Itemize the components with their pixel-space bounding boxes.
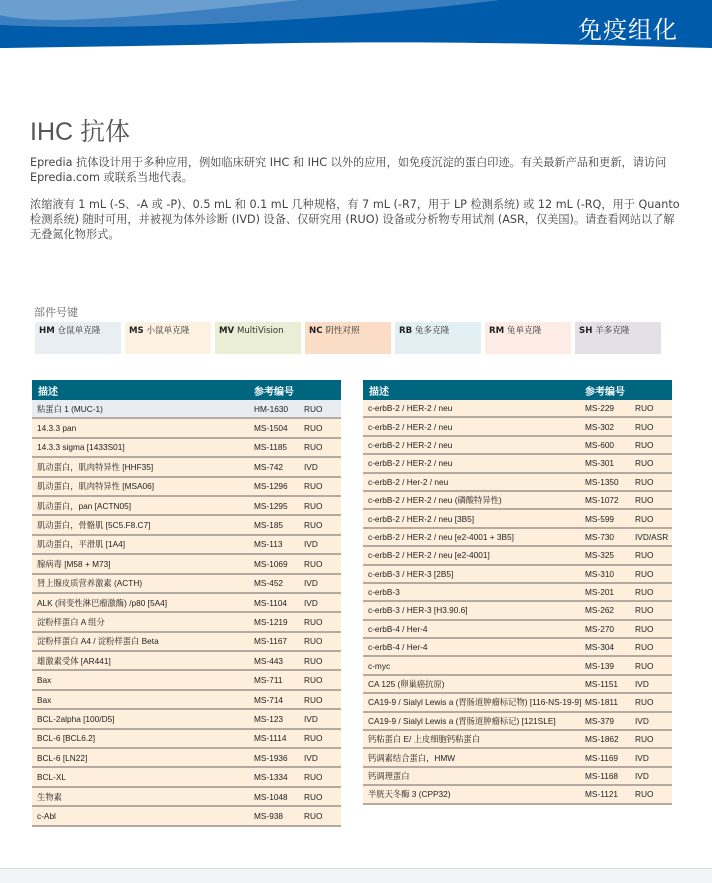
key-text: 小鼠单克隆 [146,326,190,336]
key-code: NC [309,326,323,336]
table-row [32,419,341,438]
key-text: 兔单克隆 [506,326,542,336]
table-row [363,749,672,767]
table-row [363,602,672,620]
description-cell: CA19-9 / Sialyl Lewis a (胃肠道肿瘤标记物) [116-NS-19-9] [368,697,582,708]
reference-cell: MS-1936 [254,752,288,763]
type-cell: RUO [304,733,323,744]
type-cell: RUO [635,458,654,469]
type-cell: RUO [635,660,654,671]
type-cell: RUO [304,558,323,569]
table-row [32,730,341,749]
description-cell: CA19-9 / Sialyl Lewis a (胃肠道肿瘤标记) [121SLE] [368,715,556,726]
key-text: MultiVision [236,326,284,336]
reference-cell: MS-1168 [585,771,619,781]
table-row [32,749,341,768]
page-title: IHC 抗体 [30,118,131,146]
reference-cell: MS-304 [585,642,615,653]
reference-cell: MS-1296 [254,481,288,492]
format-paragraph: 浓缩液有 1 mL (-S、-A 或 -P)、0.5 mL 和 0.1 mL 几种规格，有 7 mL (-R7，用于 LP 检测系统) 或 12 mL (-RQ，用于 Quanto 检测系统) 随时可用，并被视为体外诊断 (IVD) 设备、仅研究用 (RUO) 设备或分析物专用试剂 (ASR，仅美国)。请查看网站以了解无叠氮化物形式。 [30,198,680,241]
table-row [363,676,672,694]
table-row [363,418,672,436]
key-code: SH [579,326,593,336]
table-row [32,807,341,826]
description-cell: 14.3.3 sigma [1433S01] [37,442,125,453]
reference-cell: MS-938 [254,810,284,821]
key-item-rm [485,322,571,354]
reference-cell: MS-1295 [254,500,288,511]
reference-cell: MS-379 [585,715,615,726]
description-cell: 肌动蛋白，平滑肌 [1A4] [37,539,126,550]
table-row [32,633,341,652]
description-cell: 肌动蛋白，肌肉特异性 [MSA06] [37,481,155,492]
table-row [32,516,341,535]
description-cell: Bax [37,675,52,686]
description-cell: 生物素 [37,791,62,802]
header-description: 描述 [38,386,58,398]
table-row [363,566,672,584]
type-cell: RUO [635,421,654,432]
description-cell: c-erbB-2 / HER-2 / neu (磷酸特异性) [368,495,502,506]
description-cell: BCL-XL [37,772,67,783]
description-cell: 钙调素结合蛋白，HMW [368,752,456,763]
table-row [363,621,672,639]
description-cell: c-myc [368,660,391,671]
reference-cell: MS-185 [254,520,284,531]
table-row [363,455,672,473]
reference-cell: HM-1630 [254,403,289,414]
type-cell: RUO [635,697,654,708]
type-cell: IVD [304,461,318,472]
reference-cell: MS-301 [585,458,615,469]
description-cell: 淀粉样蛋白 A 组分 [37,616,105,627]
header-reference: 参考编号 [585,386,625,398]
antibody-table-left [32,380,341,827]
table-row [32,613,341,632]
description-cell: 雄激素受体 [AR441] [37,655,111,666]
type-cell: RUO [635,789,654,800]
description-cell: c-erbB-3 / HER-3 [H3.90.6] [368,605,468,616]
description-cell: 肾上腺皮质营养激素 (ACTH) [37,578,143,589]
type-cell: IVD [304,713,318,724]
type-cell: RUO [304,810,323,821]
part-number-key [35,322,665,354]
type-cell: IVD/ASR [635,531,669,542]
key-item-rb [395,322,481,354]
description-cell: c-erbB-2 / HER-2 / neu [e2-4001 + 3B5] [368,531,514,542]
description-cell: 淀粉样蛋白 A4 / 淀粉样蛋白 Beta [37,636,159,647]
reference-cell: MS-262 [585,605,615,616]
table-row [363,547,672,565]
description-cell: BCL-2alpha [100/D5] [37,713,115,724]
table-row [32,439,341,458]
reference-cell: MS-1334 [254,772,288,783]
table-row [32,555,341,574]
type-cell: IVD [304,752,318,763]
key-item-hm [35,322,121,354]
header-reference: 参考编号 [254,386,294,398]
key-item-ms [125,322,211,354]
key-code: RM [489,326,505,336]
description-cell: c-erbB-4 / Her-4 [368,623,428,634]
reference-cell: MS-1169 [585,752,619,763]
description-cell: 钙调理蛋白 [368,771,410,781]
type-cell: RUO [635,587,654,598]
table-row [32,768,341,787]
intro-paragraph: Epredia 抗体设计用于多种应用，例如临床研究 IHC 和 IHC 以外的应用，如免疫沉淀的蛋白印迹。有关最新产品和更新，请访问 Epredia.com 或联系当地代表。 [30,156,667,184]
type-cell: RUO [304,694,323,705]
description-cell: ALK (间变性淋巴瘤激酶) /p80 [5A4] [37,597,168,608]
table-row [363,639,672,657]
section-title: 免疫组化 [578,16,678,44]
type-cell: RUO [304,675,323,686]
description-cell: 半胱天冬酶 3 (CPP32) [368,789,451,800]
reference-cell: MS-1069 [254,558,288,569]
type-cell: RUO [304,442,323,453]
reference-cell: MS-1104 [254,597,288,608]
table-row [32,536,341,555]
table-header [363,380,672,400]
description-cell: 腺病毒 [M58 + M73] [37,558,111,569]
description-cell: 肌动蛋白，pan [ACTN05] [37,500,132,511]
table-row [32,400,341,419]
reference-cell: MS-452 [254,578,284,589]
type-cell: RUO [304,791,323,802]
part-number-key-label: 部件号键 [34,306,78,319]
table-row [32,671,341,690]
type-cell: RUO [635,734,654,745]
description-cell: c-erbB-3 / HER-3 [2B5] [368,568,454,579]
description-cell: 粘蛋白 1 (MUC-1) [37,403,103,414]
description-cell: c-erbB-3 [368,587,400,598]
reference-cell: MS-139 [585,660,615,671]
type-cell: RUO [635,605,654,616]
table-row [363,768,672,786]
description-cell: 肌动蛋白，骨骼肌 [5C5.F8.C7] [37,520,151,531]
description-cell: c-erbB-2 / HER-2 / neu [368,458,453,469]
type-cell: RUO [635,568,654,579]
reference-cell: MS-1185 [254,442,288,453]
type-cell: RUO [635,495,654,506]
description-cell: c-erbB-2 / HER-2 / neu [e2-4001] [368,550,490,561]
description-cell: BCL-6 [LN22] [37,752,88,763]
reference-cell: MS-1350 [585,476,619,487]
header-description: 描述 [369,386,389,398]
reference-cell: MS-1114 [254,733,287,744]
type-cell: RUO [635,642,654,653]
reference-cell: MS-600 [585,439,615,450]
key-code: MV [219,326,235,336]
type-cell: RUO [635,403,654,414]
key-text: 仓鼠单克隆 [57,326,101,336]
description-cell: c-erbB-2 / HER-2 / neu [368,439,453,450]
table-row [32,575,341,594]
type-cell: RUO [304,772,323,783]
description-cell: Bax [37,694,52,705]
key-text: 阴性对照 [325,326,360,336]
description-cell: c-erbB-2 / Her-2 / neu [368,476,449,487]
type-cell: IVD [635,752,649,763]
reference-cell: MS-742 [254,461,284,472]
reference-cell: MS-599 [585,513,615,524]
reference-cell: MS-1862 [585,734,619,745]
type-cell: RUO [635,439,654,450]
type-cell: IVD [635,679,649,690]
description-cell: c-erbB-2 / HER-2 / neu [3B5] [368,513,475,524]
reference-cell: MS-1121 [585,789,619,800]
reference-cell: MS-123 [254,713,284,724]
key-code: HM [39,326,55,336]
table-row [363,657,672,675]
table-row [363,492,672,510]
key-code: MS [129,326,144,336]
key-text: 羊多克隆 [595,326,630,336]
type-cell: RUO [635,623,654,634]
type-cell: RUO [635,513,654,524]
reference-cell: MS-1167 [254,636,288,647]
table-row [32,788,341,807]
reference-cell: MS-1219 [254,616,288,627]
key-text: 兔多克隆 [414,326,450,336]
type-cell: RUO [304,403,323,414]
type-cell: IVD [635,771,649,781]
description-cell: CA 125 (卵巢癌抗原) [368,679,445,690]
table-row [32,497,341,516]
type-cell: IVD [304,578,318,589]
table-row [363,400,672,418]
reference-cell: MS-1072 [585,495,619,506]
description-cell: c-erbB-2 / HER-2 / neu [368,403,453,414]
reference-cell: MS-1048 [254,791,288,802]
reference-cell: MS-113 [254,539,283,550]
table-row [32,710,341,729]
table-row [363,694,672,712]
reference-cell: MS-443 [254,655,284,666]
table-row [32,691,341,710]
reference-cell: MS-730 [585,531,615,542]
type-cell: RUO [304,520,323,531]
reference-cell: MS-1811 [585,697,619,708]
reference-cell: MS-711 [254,675,283,686]
reference-cell: MS-270 [585,623,615,634]
table-row [363,510,672,528]
table-row [32,652,341,671]
type-cell: IVD [304,597,318,608]
reference-cell: MS-310 [585,568,615,579]
description-cell: c-erbB-2 / HER-2 / neu [368,421,453,432]
reference-cell: MS-302 [585,421,615,432]
table-row [32,594,341,613]
description-cell: 钙粘蛋白 E/ 上皮细胞钙粘蛋白 [368,734,481,745]
header-banner [0,0,712,62]
type-cell: RUO [635,476,654,487]
type-cell: RUO [304,636,323,647]
table-row [363,584,672,602]
table-row [363,786,672,804]
description-cell: 肌动蛋白，肌肉特异性 [HHF35] [37,461,154,472]
table-row [363,731,672,749]
type-cell: RUO [304,655,323,666]
table-row [32,458,341,477]
table-row [363,713,672,731]
key-code: RB [399,326,413,336]
key-item-sh [575,322,661,354]
description-cell: c-Abl [37,810,56,821]
key-item-nc [305,322,391,354]
type-cell: IVD [635,715,649,726]
type-cell: RUO [635,550,654,561]
table-header [32,380,341,400]
table-row [363,437,672,455]
type-cell: IVD [304,539,318,550]
antibody-table-right [363,380,672,805]
table-row [32,478,341,497]
description-cell: 14.3.3 pan [37,423,77,434]
table-row [363,529,672,547]
type-cell: RUO [304,481,323,492]
key-item-mv [215,322,301,354]
description-cell: BCL-6 [BCL6.2] [37,733,96,744]
reference-cell: MS-1151 [585,679,619,690]
reference-cell: MS-1504 [254,423,288,434]
type-cell: RUO [304,500,323,511]
type-cell: RUO [304,616,323,627]
footer-bar [0,868,712,883]
description-cell: c-erbB-4 / Her-4 [368,642,428,653]
type-cell: RUO [304,423,323,434]
table-row [363,474,672,492]
reference-cell: MS-229 [585,403,615,414]
reference-cell: MS-325 [585,550,615,561]
reference-cell: MS-714 [254,694,284,705]
reference-cell: MS-201 [585,587,615,598]
